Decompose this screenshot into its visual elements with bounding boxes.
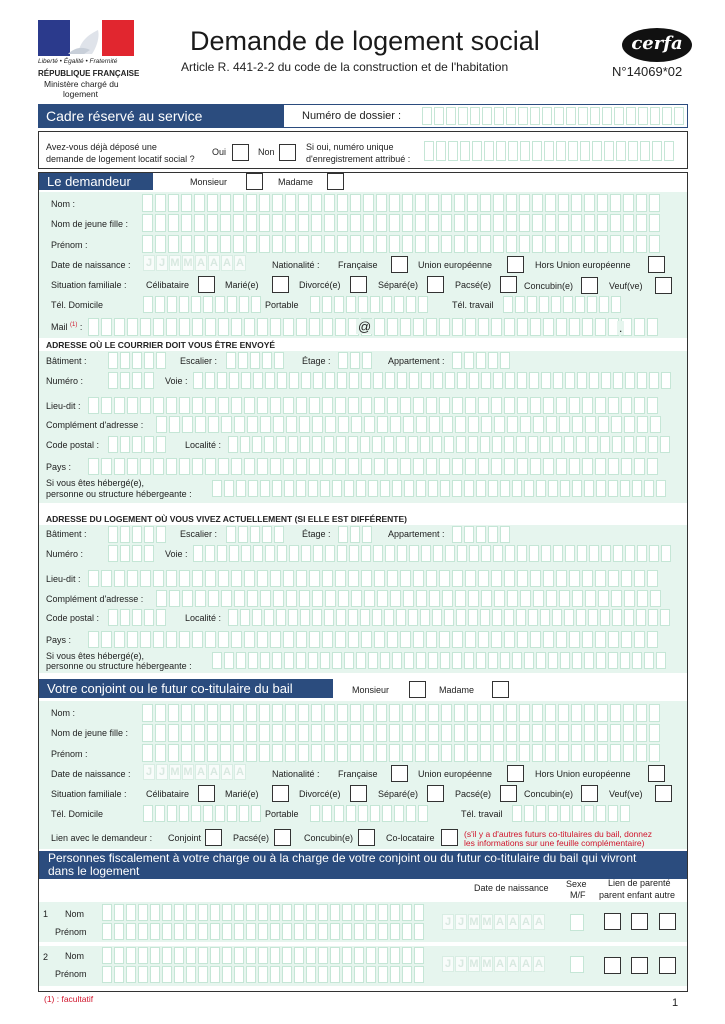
c2-nom-grid[interactable] (142, 704, 682, 722)
d-celibataire-checkbox[interactable] (198, 276, 215, 293)
c2-divorce-checkbox[interactable] (350, 785, 367, 802)
c2-monsieur-checkbox[interactable] (409, 681, 426, 698)
c-localite-label: Localité : (185, 440, 222, 450)
c2-separe-checkbox[interactable] (427, 785, 444, 802)
mail-colon: : (79, 322, 83, 332)
l-batiment-grid[interactable] (108, 526, 173, 543)
l-batiment-label: Bâtiment : (46, 529, 87, 539)
d-mail-grid[interactable] (88, 318, 682, 336)
d-concubin-label: Concubin(e) (524, 281, 574, 291)
l-lieu-dit-grid[interactable] (88, 570, 682, 587)
l-code-postal-grid[interactable] (108, 609, 173, 626)
date-placeholder-m: M (170, 257, 180, 269)
p2-number: 2 (43, 952, 49, 962)
d-tel-domicile-grid[interactable] (143, 296, 261, 313)
c-complement-grid[interactable] (156, 416, 682, 433)
p2-autre-checkbox[interactable] (659, 957, 676, 974)
date-placeholder-m: M (183, 766, 193, 778)
c2-monsieur-label: Monsieur (352, 685, 390, 695)
c2-jeune-fille-label: Nom de jeune fille : (51, 728, 129, 738)
page-title: Demande de logement social (190, 26, 540, 56)
date-placeholder-a: A (208, 764, 220, 780)
c2-pacse-checkbox[interactable] (500, 785, 517, 802)
c2-lien-concubin-label: Concubin(e) (304, 833, 354, 843)
c2-prenom-grid[interactable] (142, 744, 682, 762)
c-complement-label: Complément d'adresse : (46, 420, 144, 430)
d-mail-label (51, 322, 82, 332)
c2-celibataire-label: Célibataire (146, 789, 190, 799)
page-subtitle: Article R. 441-2-2 du code de la construction et de l'habitation (181, 60, 509, 74)
l-localite-grid[interactable] (228, 609, 682, 626)
c-escalier-grid[interactable] (226, 352, 291, 369)
p2-enfant-checkbox[interactable] (631, 957, 648, 974)
demandeur-title (39, 173, 153, 190)
p1-autre-checkbox[interactable] (659, 913, 676, 930)
date-placeholder-a: A (533, 956, 545, 972)
p2-prenom-label: Prénom (55, 969, 87, 979)
republic-motto: Liberté • Égalité • Fraternité (38, 58, 118, 65)
p1-number: 1 (43, 909, 49, 919)
d-francaise-label: Française (338, 260, 378, 270)
p-lien-header-2: parent enfant autre (599, 890, 676, 900)
date-placeholder-a: A (507, 956, 519, 972)
d-celibataire-label: Célibataire (146, 280, 190, 290)
non-label: Non (258, 147, 275, 157)
date-placeholder-a: A (533, 914, 545, 930)
ministry-line2: logement (63, 89, 98, 99)
c-etage-grid[interactable] (338, 352, 378, 369)
l-escalier-label: Escalier : (180, 529, 218, 539)
l-heberge-label-1: Si vous êtes hébergé(e), (46, 651, 145, 661)
date-placeholder-j: J (156, 255, 168, 271)
service-title-text: Cadre réservé au service (46, 108, 203, 124)
logement-title: ADRESSE DU LOGEMENT OÙ VOUS VIVEZ ACTUELLEMENT (SI ELLE EST DIFFÉRENTE) (46, 514, 407, 524)
c2-prenom-label: Prénom : (51, 749, 88, 759)
c2-hors-ue-checkbox[interactable] (648, 765, 665, 782)
l-pays-grid[interactable] (88, 631, 682, 648)
p1-prenom-label: Prénom (55, 927, 87, 937)
l-complement-grid[interactable] (156, 590, 682, 607)
personnes-title-1: Personnes fiscalement à votre charge ou à la charge de votre conjoint ou du futur co-titulaire du bail qui vivront (48, 851, 637, 865)
l-voie-label: Voie : (165, 549, 188, 559)
date-placeholder-m: M (170, 766, 180, 778)
p1-sexe-field[interactable] (570, 914, 586, 931)
d-mail-at: @ (358, 319, 372, 334)
c2-veuf-label: Veuf(ve) (609, 789, 643, 799)
d-monsieur-label: Monsieur (190, 177, 228, 187)
cerfa-logo-text: cerfa (631, 33, 683, 54)
c-voie-grid[interactable] (193, 372, 682, 389)
footnote: (1) : facultatif (44, 994, 94, 1004)
d-separe-label: Séparé(e) (378, 280, 419, 290)
l-lieu-dit-label: Lieu-dit : (46, 574, 81, 584)
l-voie-grid[interactable] (193, 545, 682, 562)
non-checkbox[interactable] (279, 144, 296, 161)
c-appartement-grid[interactable] (452, 352, 517, 369)
d-naissance-label: Date de naissance : (51, 260, 131, 270)
c2-concubin-label: Concubin(e) (524, 789, 574, 799)
date-placeholder-a: A (221, 255, 233, 271)
c2-madame-checkbox[interactable] (492, 681, 509, 698)
c-appartement-label: Appartement : (388, 356, 445, 366)
c2-lien-colocataire-checkbox[interactable] (441, 829, 458, 846)
l-heberge-label-2: personne ou structure hébergeante : (46, 661, 192, 671)
l-numero-grid[interactable] (108, 545, 160, 562)
date-placeholder-j: J (442, 956, 454, 972)
c2-lien-pacse-label: Pacsé(e) (233, 833, 270, 843)
c2-naissance-label: Date de naissance : (51, 769, 131, 779)
c2-celibataire-checkbox[interactable] (198, 785, 215, 802)
c2-nationalite-label: Nationalité : (272, 769, 320, 779)
date-placeholder-a: A (234, 255, 246, 271)
d-tel-domicile-label: Tél. Domicile (51, 300, 104, 310)
marianne-logo (38, 20, 134, 56)
d-tel-travail-label: Tél. travail (452, 300, 494, 310)
p2-nom-grid[interactable] (102, 947, 432, 964)
oui-label: Oui (212, 147, 227, 157)
c2-jeune-fille-grid[interactable] (142, 724, 682, 742)
date-placeholder-a: A (494, 914, 506, 930)
d-francaise-checkbox[interactable] (391, 256, 408, 273)
ministry-line1: Ministère chargé du (44, 79, 119, 89)
c2-concubin-checkbox[interactable] (581, 785, 598, 802)
c2-tel-travail-label: Tél. travail (461, 809, 503, 819)
l-appartement-grid[interactable] (452, 526, 517, 543)
c2-situation-label: Situation familiale : (51, 789, 127, 799)
p1-prenom-grid[interactable] (102, 923, 432, 940)
personnes-title (39, 851, 687, 879)
c-lieu-dit-grid[interactable] (88, 397, 682, 414)
c2-lien-colocataire-label: Co-locataire (386, 833, 435, 843)
date-placeholder-a: A (208, 255, 220, 271)
oui-checkbox[interactable] (232, 144, 249, 161)
c2-francaise-label: Française (338, 769, 378, 779)
unique-number-label-2: d'enregistrement attribué : (306, 154, 411, 164)
service-title (38, 104, 284, 128)
date-placeholder-a: A (234, 764, 246, 780)
c2-note-2: les informations sur une feuille complémentaire) (464, 838, 645, 848)
date-placeholder-j: J (455, 914, 467, 930)
d-marie-checkbox[interactable] (272, 276, 289, 293)
l-localite-label: Localité : (185, 613, 222, 623)
date-placeholder-m: M (469, 958, 479, 970)
c-heberge-label-1: Si vous êtes hébergé(e), (46, 478, 145, 488)
dossier-label: Numéro de dossier : (302, 110, 402, 122)
page-number: 1 (672, 997, 679, 1009)
c2-tel-domicile-label: Tél. Domicile (51, 809, 104, 819)
c-escalier-label: Escalier : (180, 356, 218, 366)
c2-pacse-label: Pacsé(e) (455, 789, 492, 799)
c2-separe-label: Séparé(e) (378, 789, 419, 799)
d-ue-label: Union européenne (418, 260, 493, 270)
p2-naissance-grid[interactable] (442, 956, 545, 972)
c-batiment-label: Bâtiment : (46, 356, 87, 366)
d-portable-grid[interactable] (310, 296, 428, 313)
date-placeholder-j: J (442, 914, 454, 930)
c-code-postal-label: Code postal : (46, 440, 100, 450)
l-etage-grid[interactable] (338, 526, 378, 543)
c2-tel-travail-grid[interactable] (512, 805, 630, 822)
c-heberge-label-2: personne ou structure hébergeante : (46, 489, 192, 499)
date-placeholder-a: A (494, 956, 506, 972)
p1-parent-checkbox[interactable] (604, 913, 621, 930)
date-placeholder-j: J (455, 956, 467, 972)
p1-naissance-grid[interactable] (442, 914, 545, 930)
d-nom-label: Nom : (51, 199, 76, 209)
c2-francaise-checkbox[interactable] (391, 765, 408, 782)
l-pays-label: Pays : (46, 635, 72, 645)
p2-parent-checkbox[interactable] (604, 957, 621, 974)
p-lien-header-1: Lien de parenté (608, 878, 671, 888)
d-hors-ue-checkbox[interactable] (648, 256, 665, 273)
c2-ue-label: Union européenne (418, 769, 493, 779)
date-placeholder-m: M (183, 257, 193, 269)
mail-label-text: Mail (51, 322, 68, 332)
d-mail-dot: . (619, 321, 623, 335)
personnes-title-2: dans le logement (48, 864, 140, 878)
date-placeholder-a: A (221, 764, 233, 780)
date-placeholder-j: J (143, 255, 155, 271)
d-marie-label: Marié(e) (225, 280, 259, 290)
l-code-postal-label: Code postal : (46, 613, 100, 623)
c2-portable-grid[interactable] (310, 805, 428, 822)
d-madame-label: Madame (278, 177, 314, 187)
d-ue-checkbox[interactable] (507, 256, 524, 273)
c2-divorce-label: Divorcé(e) (299, 789, 341, 799)
date-placeholder-a: A (520, 956, 532, 972)
date-placeholder-a: A (520, 914, 532, 930)
date-placeholder-j: J (156, 764, 168, 780)
c2-nom-label: Nom : (51, 708, 76, 718)
d-monsieur-checkbox[interactable] (246, 173, 263, 190)
l-appartement-label: Appartement : (388, 529, 445, 539)
c2-portable-label: Portable (265, 809, 299, 819)
demandeur-title-text: Le demandeur (47, 174, 131, 189)
d-tel-travail-grid[interactable] (503, 296, 621, 313)
c-pays-grid[interactable] (88, 458, 682, 475)
c-pays-label: Pays : (46, 462, 72, 472)
c-etage-label: Étage : (302, 356, 331, 366)
c2-veuf-checkbox[interactable] (655, 785, 672, 802)
c-numero-grid[interactable] (108, 372, 160, 389)
date-placeholder-m: M (469, 916, 479, 928)
c2-hors-ue-label: Hors Union européenne (535, 769, 631, 779)
mail-footnote-ref: (1) (70, 322, 78, 328)
date-placeholder-a: A (507, 914, 519, 930)
p-sexe-header-2: M/F (570, 890, 586, 900)
unique-number-label-1: Si oui, numéro unique (306, 142, 394, 152)
c2-madame-label: Madame (439, 685, 475, 695)
p2-nom-label: Nom (65, 951, 85, 961)
d-veuf-checkbox[interactable] (655, 277, 672, 294)
p1-nom-grid[interactable] (102, 904, 432, 921)
d-nom-grid[interactable] (142, 194, 682, 212)
c2-tel-domicile-grid[interactable] (143, 805, 261, 822)
l-etage-label: Étage : (302, 529, 331, 539)
c-localite-grid[interactable] (228, 436, 682, 453)
date-placeholder-m: M (482, 958, 492, 970)
p1-nom-label: Nom (65, 909, 85, 919)
c2-marie-checkbox[interactable] (272, 785, 289, 802)
d-prenom-grid[interactable] (142, 235, 682, 253)
prior-request-label-2: demande de logement locatif social ? (46, 154, 195, 164)
d-jeune-fille-grid[interactable] (142, 214, 682, 232)
date-placeholder-a: A (195, 764, 207, 780)
d-divorce-checkbox[interactable] (350, 276, 367, 293)
d-veuf-label: Veuf(ve) (609, 281, 643, 291)
date-placeholder-a: A (195, 255, 207, 271)
c-lieu-dit-label: Lieu-dit : (46, 401, 81, 411)
c2-lien-conjoint-label: Conjoint (168, 833, 202, 843)
c-batiment-grid[interactable] (108, 352, 173, 369)
conjoint-title (39, 679, 333, 698)
d-pacse-label: Pacsé(e) (455, 280, 492, 290)
conjoint-title-text: Votre conjoint ou le futur co-titulaire du bail (47, 681, 293, 696)
republic-label: RÉPUBLIQUE FRANÇAISE (38, 69, 140, 78)
d-concubin-checkbox[interactable] (581, 277, 598, 294)
p1-enfant-checkbox[interactable] (631, 913, 648, 930)
d-madame-checkbox[interactable] (327, 173, 344, 190)
form-number: N°14069*02 (612, 64, 683, 79)
c2-lien-concubin-checkbox[interactable] (358, 829, 375, 846)
d-nationalite-label: Nationalité : (272, 260, 320, 270)
c2-naissance-grid[interactable] (143, 764, 246, 780)
p-sexe-header-1: Sexe (566, 879, 587, 889)
l-complement-label: Complément d'adresse : (46, 594, 144, 604)
c-heberge-grid[interactable] (212, 480, 682, 497)
date-placeholder-m: M (482, 916, 492, 928)
c2-marie-label: Marié(e) (225, 789, 259, 799)
d-hors-ue-label: Hors Union européenne (535, 260, 631, 270)
d-prenom-label: Prénom : (51, 240, 88, 250)
d-divorce-label: Divorcé(e) (299, 280, 341, 290)
p2-sexe-field[interactable] (570, 956, 586, 973)
date-placeholder-j: J (143, 764, 155, 780)
p-date-naissance-header: Date de naissance (474, 883, 549, 893)
cerfa-logo (622, 28, 692, 62)
courrier-title: ADRESSE OÙ LE COURRIER DOIT VOUS ÊTRE ENVOYÉ (46, 340, 276, 350)
unique-number-grid[interactable] (424, 141, 684, 161)
p2-prenom-grid[interactable] (102, 966, 432, 983)
c2-lien-conjoint-checkbox[interactable] (205, 829, 222, 846)
c-code-postal-grid[interactable] (108, 436, 173, 453)
c2-lien-label: Lien avec le demandeur : (51, 833, 153, 843)
c2-lien-pacse-checkbox[interactable] (274, 829, 291, 846)
l-heberge-grid[interactable] (212, 652, 682, 669)
d-naissance-grid[interactable] (143, 255, 246, 271)
c-numero-label: Numéro : (46, 376, 84, 386)
d-pacse-checkbox[interactable] (500, 276, 517, 293)
c-voie-label: Voie : (165, 376, 188, 386)
c2-ue-checkbox[interactable] (507, 765, 524, 782)
l-numero-label: Numéro : (46, 549, 84, 559)
d-separe-checkbox[interactable] (427, 276, 444, 293)
c2-note-1: (s'il y a d'autres futurs co-titulaires du bail, donnez (464, 829, 652, 839)
l-escalier-grid[interactable] (226, 526, 291, 543)
d-situation-label: Situation familiale : (51, 280, 127, 290)
dossier-grid[interactable] (422, 107, 684, 125)
d-jeune-fille-label: Nom de jeune fille : (51, 219, 129, 229)
d-portable-label: Portable (265, 300, 299, 310)
prior-request-label-1: Avez-vous déjà déposé une (46, 142, 157, 152)
